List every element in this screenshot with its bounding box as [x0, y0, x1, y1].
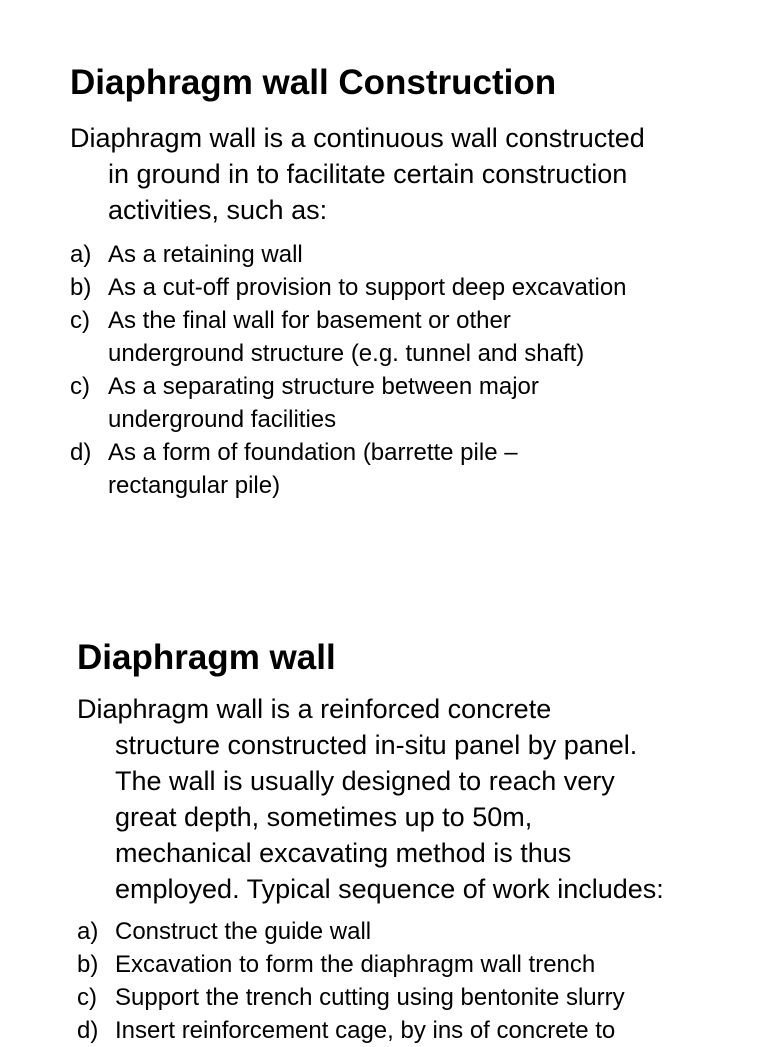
- list-item-text: [115, 981, 767, 1014]
- intro-line: mechanical excavating method is thus: [115, 838, 572, 868]
- list-item: [70, 271, 760, 304]
- intro-line: great depth, sometimes up to 50m,: [115, 802, 533, 832]
- work-sequence-list: [77, 915, 767, 1047]
- list-item-line: Support the trench cutting using bentonite slurry: [115, 984, 625, 1011]
- list-item-line: As the final wall for basement or other: [108, 307, 511, 334]
- list-marker: c): [70, 373, 90, 400]
- list-marker: d): [70, 439, 92, 466]
- list-item-line: As a form of foundation (barrette pile –: [108, 439, 518, 466]
- list-item-text: [115, 1014, 767, 1047]
- list-item-text: [115, 948, 767, 981]
- list-item-text: [108, 271, 760, 304]
- slide-diaphragm-wall: [0, 512, 768, 1044]
- list-marker: c): [77, 984, 97, 1011]
- list-item-line: Insert reinforcement cage, by ins of concrete to: [115, 1017, 616, 1044]
- intro-paragraph: [77, 691, 747, 907]
- intro-paragraph: [70, 120, 750, 228]
- list-item: [77, 981, 767, 1014]
- list-item: [70, 370, 760, 436]
- intro-line: The wall is usually designed to reach very: [115, 766, 615, 796]
- intro-line: structure constructed in-situ panel by panel.: [115, 730, 638, 760]
- list-item-line: Excavation to form the diaphragm wall trench: [115, 951, 596, 978]
- slide-title: Diaphragm wall: [77, 638, 336, 677]
- list-item-text: [108, 304, 760, 370]
- list-item-line: As a retaining wall: [108, 241, 303, 268]
- list-item-line: Construct the guide wall: [115, 918, 372, 945]
- slide-diaphragm-wall-construction: [0, 0, 768, 512]
- list-marker: b): [77, 951, 99, 978]
- list-item-text: [108, 238, 760, 271]
- list-item: [70, 238, 760, 271]
- intro-line: employed. Typical sequence of work includes:: [115, 874, 664, 904]
- list-item: [77, 915, 767, 948]
- list-item-line: As a cut-off provision to support deep excavation: [108, 274, 627, 301]
- uses-list: [70, 238, 760, 502]
- list-item: [77, 1014, 767, 1047]
- list-marker: d): [77, 1017, 99, 1044]
- list-marker: a): [77, 918, 99, 945]
- list-marker: c): [70, 307, 90, 334]
- intro-line: Diaphragm wall is a reinforced concrete: [77, 694, 552, 724]
- list-item-text: [108, 370, 760, 436]
- list-item-line: underground structure (e.g. tunnel and shaft): [108, 340, 585, 367]
- list-marker: b): [70, 274, 92, 301]
- list-item: [77, 948, 767, 981]
- list-item: [70, 436, 760, 502]
- list-item: [70, 304, 760, 370]
- list-marker: a): [70, 241, 92, 268]
- intro-line: activities, such as:: [108, 195, 328, 225]
- list-item-text: [108, 436, 760, 502]
- list-item-line: As a separating structure between major: [108, 373, 539, 400]
- intro-line: in ground in to facilitate certain construction: [108, 159, 628, 189]
- slide-title: Diaphragm wall Construction: [70, 63, 557, 102]
- intro-line: Diaphragm wall is a continuous wall constructed: [70, 123, 645, 153]
- list-item-line: underground facilities: [108, 406, 337, 433]
- list-item-text: [115, 915, 767, 948]
- list-item-line: rectangular pile): [108, 472, 281, 499]
